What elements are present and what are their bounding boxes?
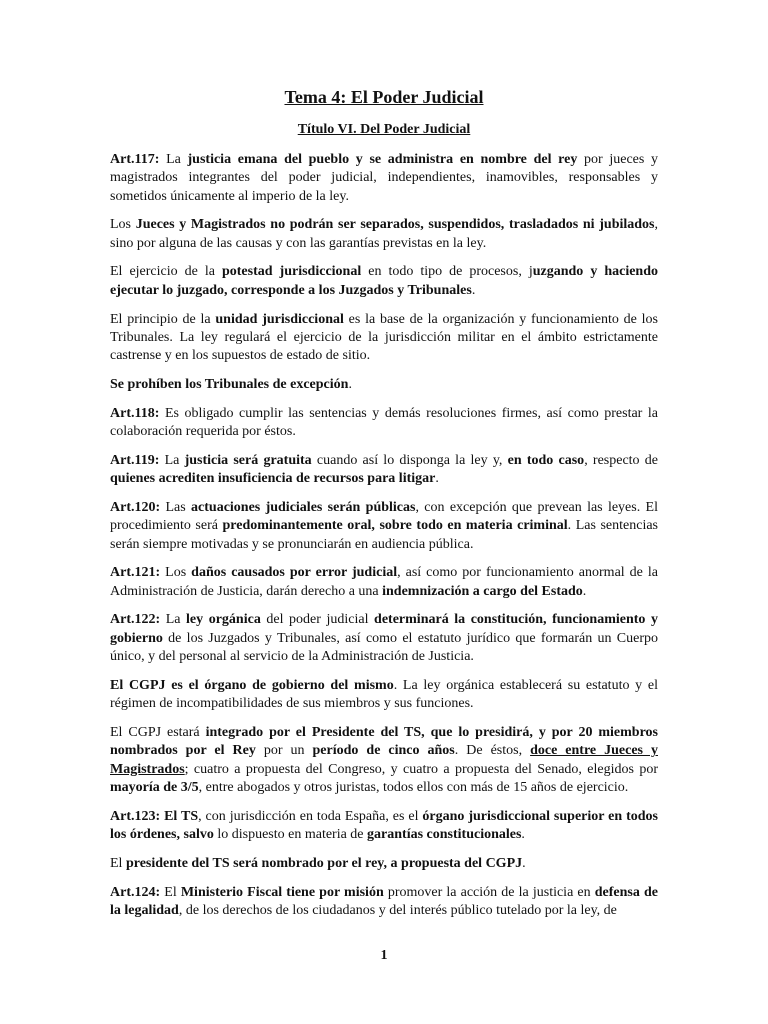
text-run: . La ley orgánica establecerá su estatuto y el régimen de incompatibilidades de sus miembros y sus funciones. xyxy=(110,677,658,712)
paragraph xyxy=(110,263,658,300)
bold-text-run: Art.117: xyxy=(110,152,160,167)
document-body xyxy=(110,151,658,920)
text-run: El ejercicio de la xyxy=(110,264,222,280)
text-run: La xyxy=(159,152,188,167)
paragraph xyxy=(110,677,658,714)
paragraph xyxy=(110,724,658,797)
bold-text-run: ley orgánica xyxy=(186,612,261,628)
text-run: Los xyxy=(160,565,192,581)
text-run: La xyxy=(160,612,187,628)
bold-text-run: Art.120: xyxy=(110,499,161,515)
bold-text-run: en todo caso xyxy=(507,452,585,468)
text-run: El xyxy=(110,855,126,871)
text-run: Es obligado cumplir las sentencias y demás resoluciones firmes, así como prestar la colaboración requerida por éstos. xyxy=(110,405,658,440)
bold-text-run: Art.124: xyxy=(110,884,161,900)
paragraph xyxy=(110,884,658,921)
text-run: , sino por alguna de las causas y con las garantías previstas en la ley. xyxy=(110,217,659,251)
bold-text-run: Art.121: xyxy=(110,565,161,581)
bold-text-run: período de cinco años xyxy=(312,743,455,759)
paragraph xyxy=(110,151,658,206)
paragraph xyxy=(110,452,658,489)
text-run: El xyxy=(160,884,181,900)
text-run: . xyxy=(471,282,476,298)
paragraph xyxy=(110,808,658,845)
bold-text-run: órgano jurisdiccional superior en todos los órdenes, salvo xyxy=(110,808,658,842)
text-run: . xyxy=(348,376,352,392)
paragraph xyxy=(110,405,658,442)
bold-text-run: Jueces y Magistrados no podrán ser separados, suspendidos, trasladados ni jubilados xyxy=(135,217,655,233)
bold-text-run: Art.118: xyxy=(110,405,160,421)
text-run: de los Juzgados y Tribunales, así como el estatuto jurídico que formarán un Cuerpo único, y del personal al servicio de la Administración de Justicia. xyxy=(110,630,658,665)
text-run: por un xyxy=(255,743,313,759)
bold-text-run: presidente del TS será nombrado por el rey, a propuesta del CGPJ xyxy=(125,855,523,871)
bold-text-run: justicia será gratuita xyxy=(184,452,312,468)
bold-text-run: determinará la constitución, funcionamiento y gobierno xyxy=(110,612,658,646)
text-run: , entre abogados y otros juristas, todos ellos con más de 15 años de ejercicio. xyxy=(198,779,629,795)
bold-text-run: garantías constitucionales xyxy=(367,826,522,842)
text-run: Los xyxy=(110,217,136,233)
bold-text-run: actuaciones judiciales serán públicas xyxy=(191,499,416,515)
bold-text-run: defensa de la legalidad xyxy=(110,884,658,918)
bold-text-run: Se prohíben los Tribunales de excepción xyxy=(110,376,349,392)
text-run: El principio de la xyxy=(110,311,216,327)
text-run: lo dispuesto en materia de xyxy=(213,826,368,842)
bold-text-run: potestad jurisdiccional xyxy=(221,264,362,280)
bold-text-run: unidad jurisdiccional xyxy=(215,311,344,327)
document-title: Tema 4: El Poder Judicial xyxy=(284,87,484,107)
paragraph xyxy=(110,855,658,873)
bold-text-run: mayoría de 3/5 xyxy=(110,779,199,795)
text-run: . xyxy=(435,471,439,487)
paragraph xyxy=(110,216,658,253)
bold-text-run: Art.123: xyxy=(110,808,161,824)
text-run: cuando así lo disponga la ley y, xyxy=(311,452,508,468)
text-run: , con jurisdicción en toda España, es el xyxy=(198,808,423,824)
bold-text-run: El TS xyxy=(164,808,199,824)
document-subtitle: Título VI. Del Poder Judicial xyxy=(297,122,471,137)
bold-text-run: daños causados por error judicial xyxy=(191,565,398,581)
text-run: es la base de la organización y funcionamiento de los Tribunales. La ley regulará el ejercicio de la jurisdicción militar en el ámbito estrictamente castrense y en los supuestos de estado de sitio. xyxy=(110,311,659,364)
text-run: . xyxy=(582,583,587,599)
text-run: , así como por funcionamiento anormal de la Administración de Justicia, darán derecho a una xyxy=(110,565,659,599)
text-run: , respecto de xyxy=(584,452,658,468)
bold-text-run: Art.122: xyxy=(110,612,161,628)
text-run: promover la acción de la justicia en xyxy=(383,884,595,900)
paragraph xyxy=(110,611,658,666)
paragraph xyxy=(110,499,658,554)
text-run: Las xyxy=(160,499,192,515)
bold-text-run: quienes acrediten insuficiencia de recursos para litigar xyxy=(110,471,436,487)
bold-text-run: doce entre Jueces y Magistrados xyxy=(110,743,658,777)
text-run: La xyxy=(159,452,185,468)
text-run: . Las sentencias serán siempre motivadas y se pronunciarán en audiencia pública. xyxy=(110,518,658,552)
bold-text-run: integrado por el Presidente del TS, que lo presidirá, y por 20 miembros nombrados por el Rey xyxy=(110,724,659,759)
text-run: El CGPJ estará xyxy=(110,724,206,740)
text-run: ; cuatro a propuesta del Congreso, y cuatro a propuesta del Senado, elegidos por xyxy=(184,761,658,777)
paragraph xyxy=(110,311,658,366)
bold-text-run: indemnización a cargo del Estado xyxy=(382,583,583,599)
page-number: 1 xyxy=(380,948,388,963)
bold-text-run: justicia emana del pueblo y se administra en nombre del rey xyxy=(187,152,578,167)
bold-text-run: uzgando y haciendo ejecutar lo juzgado, corresponde a los Juzgados y Tribunales xyxy=(110,264,658,298)
text-run: en todo tipo de procesos, j xyxy=(361,264,533,280)
bold-text-run: El CGPJ es el órgano de gobierno del mismo xyxy=(110,677,394,693)
text-run: del poder judicial xyxy=(260,612,375,628)
text-run: , con excepción que prevean las leyes. El procedimiento será xyxy=(110,499,658,534)
text-run: , de los derechos de los ciudadanos y del interés público tutelado por la ley, de xyxy=(178,902,617,918)
text-run: . De éstos, xyxy=(454,743,531,759)
paragraph xyxy=(110,564,658,601)
bold-text-run: Ministerio Fiscal tiene por misión xyxy=(180,884,384,900)
bold-text-run: predominantemente oral, sobre todo en materia criminal xyxy=(222,518,568,534)
text-run: . xyxy=(522,855,526,871)
text-run: por jueces y magistrados integrantes del poder judicial, independientes, inamovibles, responsables y sometidos únicamente al imperio de la ley. xyxy=(110,152,658,204)
text-run: . xyxy=(521,826,525,842)
paragraph xyxy=(110,376,658,394)
bold-text-run: Art.119: xyxy=(110,452,160,468)
